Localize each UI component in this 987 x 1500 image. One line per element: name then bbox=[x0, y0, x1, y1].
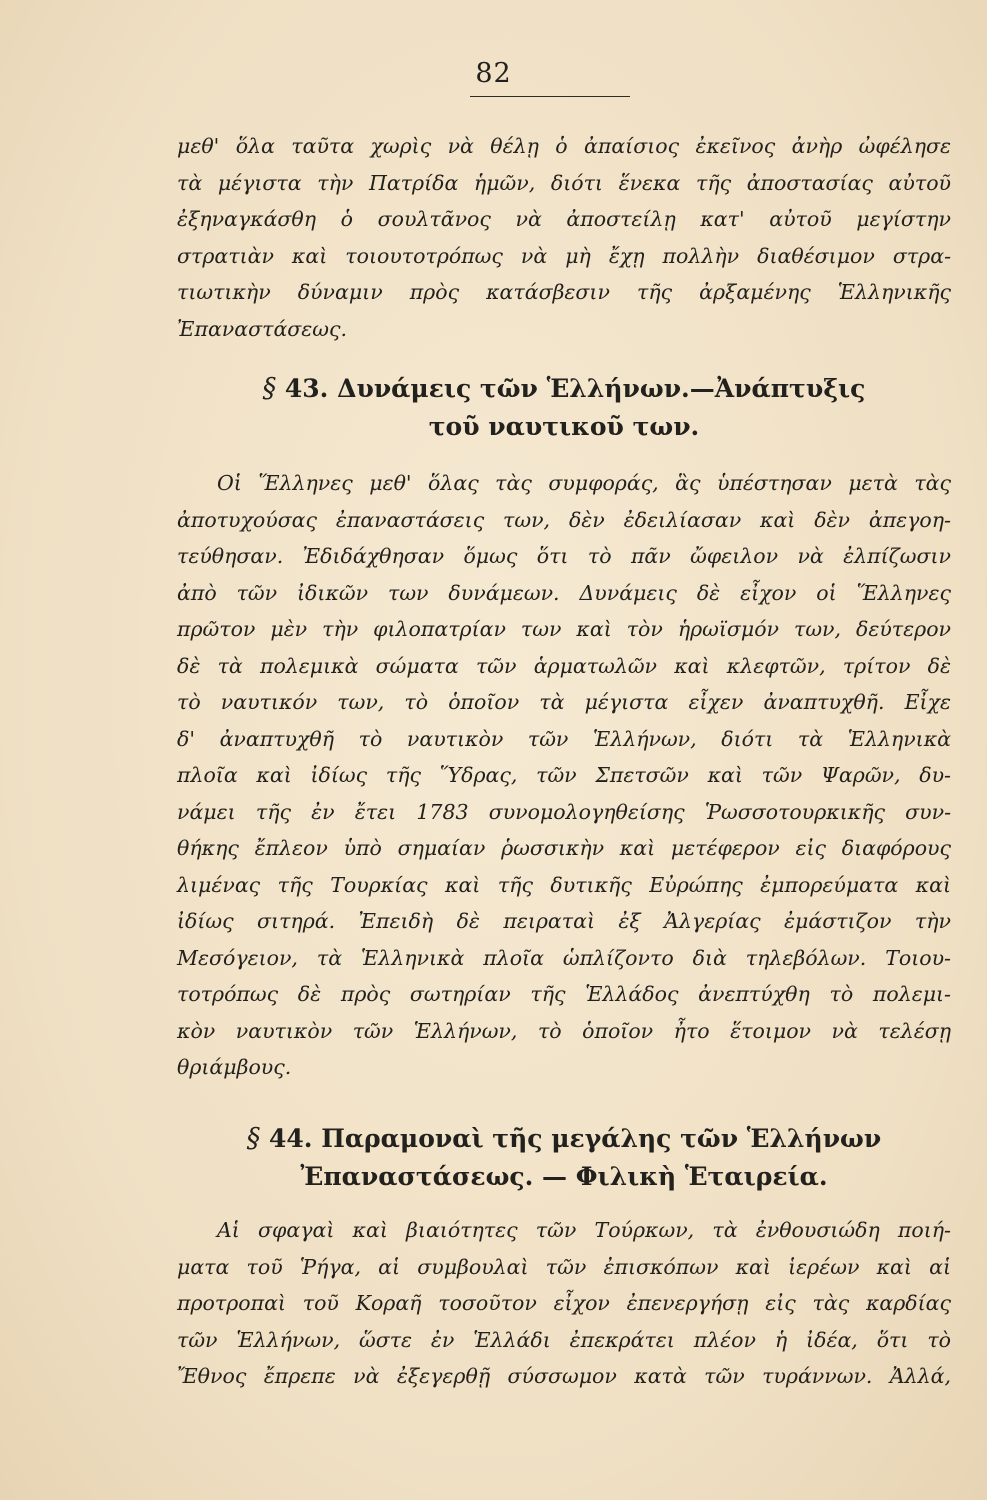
text-line: τοτρόπως δὲ πρὸς σωτηρίαν τῆς Ἑλλάδος ἀνεπτύχθη τὸ πολεμι- bbox=[177, 982, 951, 1006]
text-line: ἰδίως σιτηρά. Ἐπειδὴ δὲ πειραταὶ ἐξ Ἀλγερίας ἐμάστιζον τὴν bbox=[177, 909, 951, 933]
text-line: στρατιὰν καὶ τοιουτοτρόπως νὰ μὴ ἔχῃ πολλὴν διαθέσιμον στρα- bbox=[177, 243, 951, 268]
text-line: πρῶτον μὲν τὴν φιλοπατρίαν των καὶ τὸν ἡρωϊσμόν των, δεύτερον bbox=[177, 617, 951, 641]
text-line: Αἱ σφαγαὶ καὶ βιαιότητες τῶν Τούρκων, τὰ ἐνθουσιώδη ποιή- bbox=[217, 1218, 951, 1242]
text-line: Μεσόγειον, τὰ Ἑλληνικὰ πλοῖα ὡπλίζοντο διὰ τηλεβόλων. Τοιου- bbox=[177, 945, 951, 970]
text-line: προτροπαὶ τοῦ Κοραῆ τοσοῦτον εἶχον ἐπενεργήσῃ εἰς τὰς καρδίας bbox=[177, 1291, 951, 1315]
section-heading-44 bbox=[177, 1120, 951, 1196]
text-line: νάμει τῆς ἐν ἔτει 1783 συνομολογηθείσης Ῥωσσοτουρκικῆς συν- bbox=[177, 799, 951, 824]
text-line: τιωτικὴν δύναμιν πρὸς κατάσβεσιν τῆς ἀρξαμένης Ἑλληνικῆς bbox=[177, 280, 951, 304]
section-heading-43 bbox=[177, 370, 951, 446]
text-line: πλοῖα καὶ ἰδίως τῆς Ὕδρας, τῶν Σπετσῶν καὶ τῶν Ψαρῶν, δυ- bbox=[177, 763, 951, 787]
text-line: Οἱ Ἕλληνες μεθ' ὅλας τὰς συμφοράς, ἃς ὑπέστησαν μετὰ τὰς bbox=[217, 471, 951, 495]
section-title-line-2: Ἐπαναστάσεως. — Φιλικὴ Ἑταιρεία. bbox=[300, 1162, 828, 1191]
text-line: δ' ἀναπτυχθῆ τὸ ναυτικὸν τῶν Ἑλλήνων, διότι τὰ Ἑλληνικὰ bbox=[177, 726, 951, 751]
text-line: κὸν ναυτικὸν τῶν Ἑλλήνων, τὸ ὁποῖον ἦτο ἕτοιμον νὰ τελέσῃ bbox=[177, 1018, 951, 1043]
section-title-line-1: 44. Παραμοναὶ τῆς μεγάλης τῶν Ἑλλήνων bbox=[269, 1124, 882, 1153]
text-line: ἀπὸ τῶν ἰδικῶν των δυνάμεων. Δυνάμεις δὲ εἶχον οἱ Ἕλληνες bbox=[177, 580, 951, 605]
text-line: θριάμβους. bbox=[177, 1055, 292, 1079]
paragraph-section-44 bbox=[177, 1212, 951, 1395]
text-line: ἀποτυχούσας ἐπαναστάσεις των, δὲν ἐδειλίασαν καὶ δὲν ἀπεγοη- bbox=[177, 507, 951, 532]
text-line: μεθ' ὅλα ταῦτα χωρὶς νὰ θέλῃ ὁ ἀπαίσιος ἐκεῖνος ἀνὴρ ὠφέλησε bbox=[177, 134, 951, 158]
header-rule bbox=[470, 96, 630, 97]
text-line: ἐξηναγκάσθη ὁ σουλτᾶνος νὰ ἀποστείλῃ κατ' αὐτοῦ μεγίστην bbox=[177, 207, 951, 231]
paragraph-continuation bbox=[177, 128, 951, 347]
text-line: λιμένας τῆς Τουρκίας καὶ τῆς δυτικῆς Εὐρώπης ἐμπορεύματα καὶ bbox=[177, 872, 951, 897]
section-title-line-2: τοῦ ναυτικοῦ των. bbox=[428, 412, 700, 441]
page-number: 82 bbox=[475, 58, 512, 89]
text-line: δὲ τὰ πολεμικὰ σώματα τῶν ἁρματωλῶν καὶ κλεφτῶν, τρίτον δὲ bbox=[177, 653, 951, 678]
text-line: ματα τοῦ Ῥήγα, αἱ συμβουλαὶ τῶν ἐπισκόπων καὶ ἱερέων καὶ αἱ bbox=[177, 1254, 951, 1279]
text-line: τῶν Ἑλλήνων, ὥστε ἐν Ἑλλάδι ἐπεκράτει πλέον ἡ ἰδέα, ὅτι τὸ bbox=[177, 1327, 951, 1352]
text-line: τεύθησαν. Ἐδιδάχθησαν ὅμως ὅτι τὸ πᾶν ὤφειλον νὰ ἐλπίζωσιν bbox=[177, 544, 951, 568]
text-line: θήκης ἔπλεον ὑπὸ σημαίαν ῥωσσικὴν καὶ μετέφερον εἰς διαφόρους bbox=[177, 836, 951, 860]
text-line: τὸ ναυτικόν των, τὸ ὁποῖον τὰ μέγιστα εἶχεν ἀναπτυχθῆ. Εἶχε bbox=[177, 690, 951, 714]
paragraph-section-43 bbox=[177, 465, 951, 1086]
section-title-line-1: 43. Δυνάμεις τῶν Ἑλλήνων.—Ἀνάπτυξις bbox=[284, 374, 866, 403]
text-line: τὰ μέγιστα τὴν Πατρίδα ἡμῶν, διότι ἕνεκα τῆς ἀποστασίας αὐτοῦ bbox=[177, 170, 951, 195]
section-mark: § bbox=[262, 373, 277, 404]
section-mark: § bbox=[246, 1123, 261, 1154]
text-line: Ἔθνος ἔπρεπε νὰ ἐξεγερθῇ σύσσωμον κατὰ τῶν τυράννων. Ἀλλά, bbox=[177, 1364, 951, 1388]
text-line: Ἐπαναστάσεως. bbox=[177, 316, 347, 341]
